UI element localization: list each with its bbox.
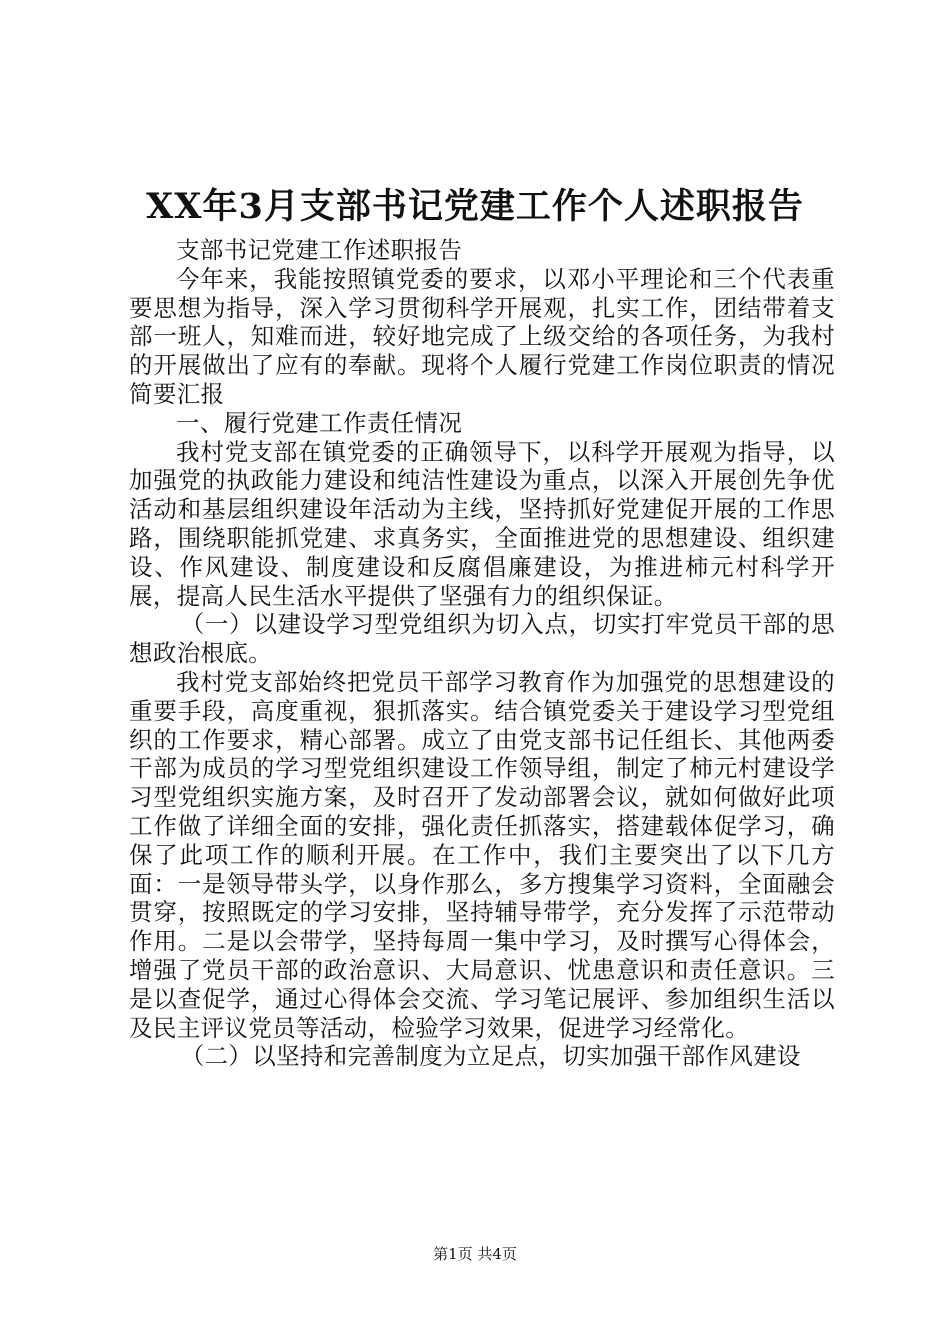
section-1-paragraph: 我村党支部在镇党委的正确领导下，以科学开展观为指导，以加强党的执政能力建设和纯洁性建设为重点，以深入开展创先争优活动和基层组织建设年活动为主线，坚持抓好党建促开展的工作思路，围绕职能抓党建、求真务实，全面推进党的思想建设、组织建设、作风建设、制度建设和反腐倡廉建设，为推进柿元村科学开展，提高人民生活水平提供了坚强有力的组织保证。 — [129, 437, 835, 610]
section-heading-1: 一、履行党建工作责任情况 — [176, 408, 463, 437]
subsection-heading-2: （二）以坚持和完善制度为立足点，切实加强干部作风建设 — [180, 1042, 801, 1071]
page-number-footer: 第1页 共4页 — [433, 1245, 517, 1263]
subsection-heading-1: （一）以建设学习型党组织为切入点，切实打牢党员干部的思想政治根底。 — [129, 610, 835, 668]
intro-paragraph: 今年来，我能按照镇党委的要求，以邓小平理论和三个代表重要思想为指导，深入学习贯彻科学开展观，扎实工作，团结带着支部一班人，知难而进，较好地完成了上级交给的各项任务，为我村的开展做出了应有的奉献。现将个人履行党建工作岗位职责的情况简要汇报 — [129, 264, 835, 408]
document-body — [129, 236, 835, 1071]
page-title: XX年3月支部书记党建工作个人述职报告 — [146, 186, 804, 227]
subsection-1-paragraph: 我村党支部始终把党员干部学习教育作为加强党的思想建设的重要手段，高度重视，狠抓落实。结合镇党委关于建设学习型党组织的工作要求，精心部署。成立了由党支部书记任组长、其他两委干部为成员的学习型党组织建设工作领导组，制定了柿元村建设学习型党组织实施方案，及时召开了发动部署会议，就如何做好此项工作做了详细全面的安排，强化责任抓落实，搭建载体促学习，确保了此项工作的顺利开展。在工作中，我们主要突出了以下几方面：一是领导带头学，以身作那么，多方搜集学习资料，全面融会贯穿，按照既定的学习安排，坚持辅导带学，充分发挥了示范带动作用。二是以会带学，坚持每周一集中学习，及时撰写心得体会，增强了党员干部的政治意识、大局意识、忧患意识和责任意识。三是以查促学，通过心得体会交流、学习笔记展评、参加组织生活以及民主评议党员等活动，检验学习效果，促进学习经常化。 — [129, 667, 835, 1042]
report-subtitle: 支部书记党建工作述职报告 — [176, 236, 463, 264]
